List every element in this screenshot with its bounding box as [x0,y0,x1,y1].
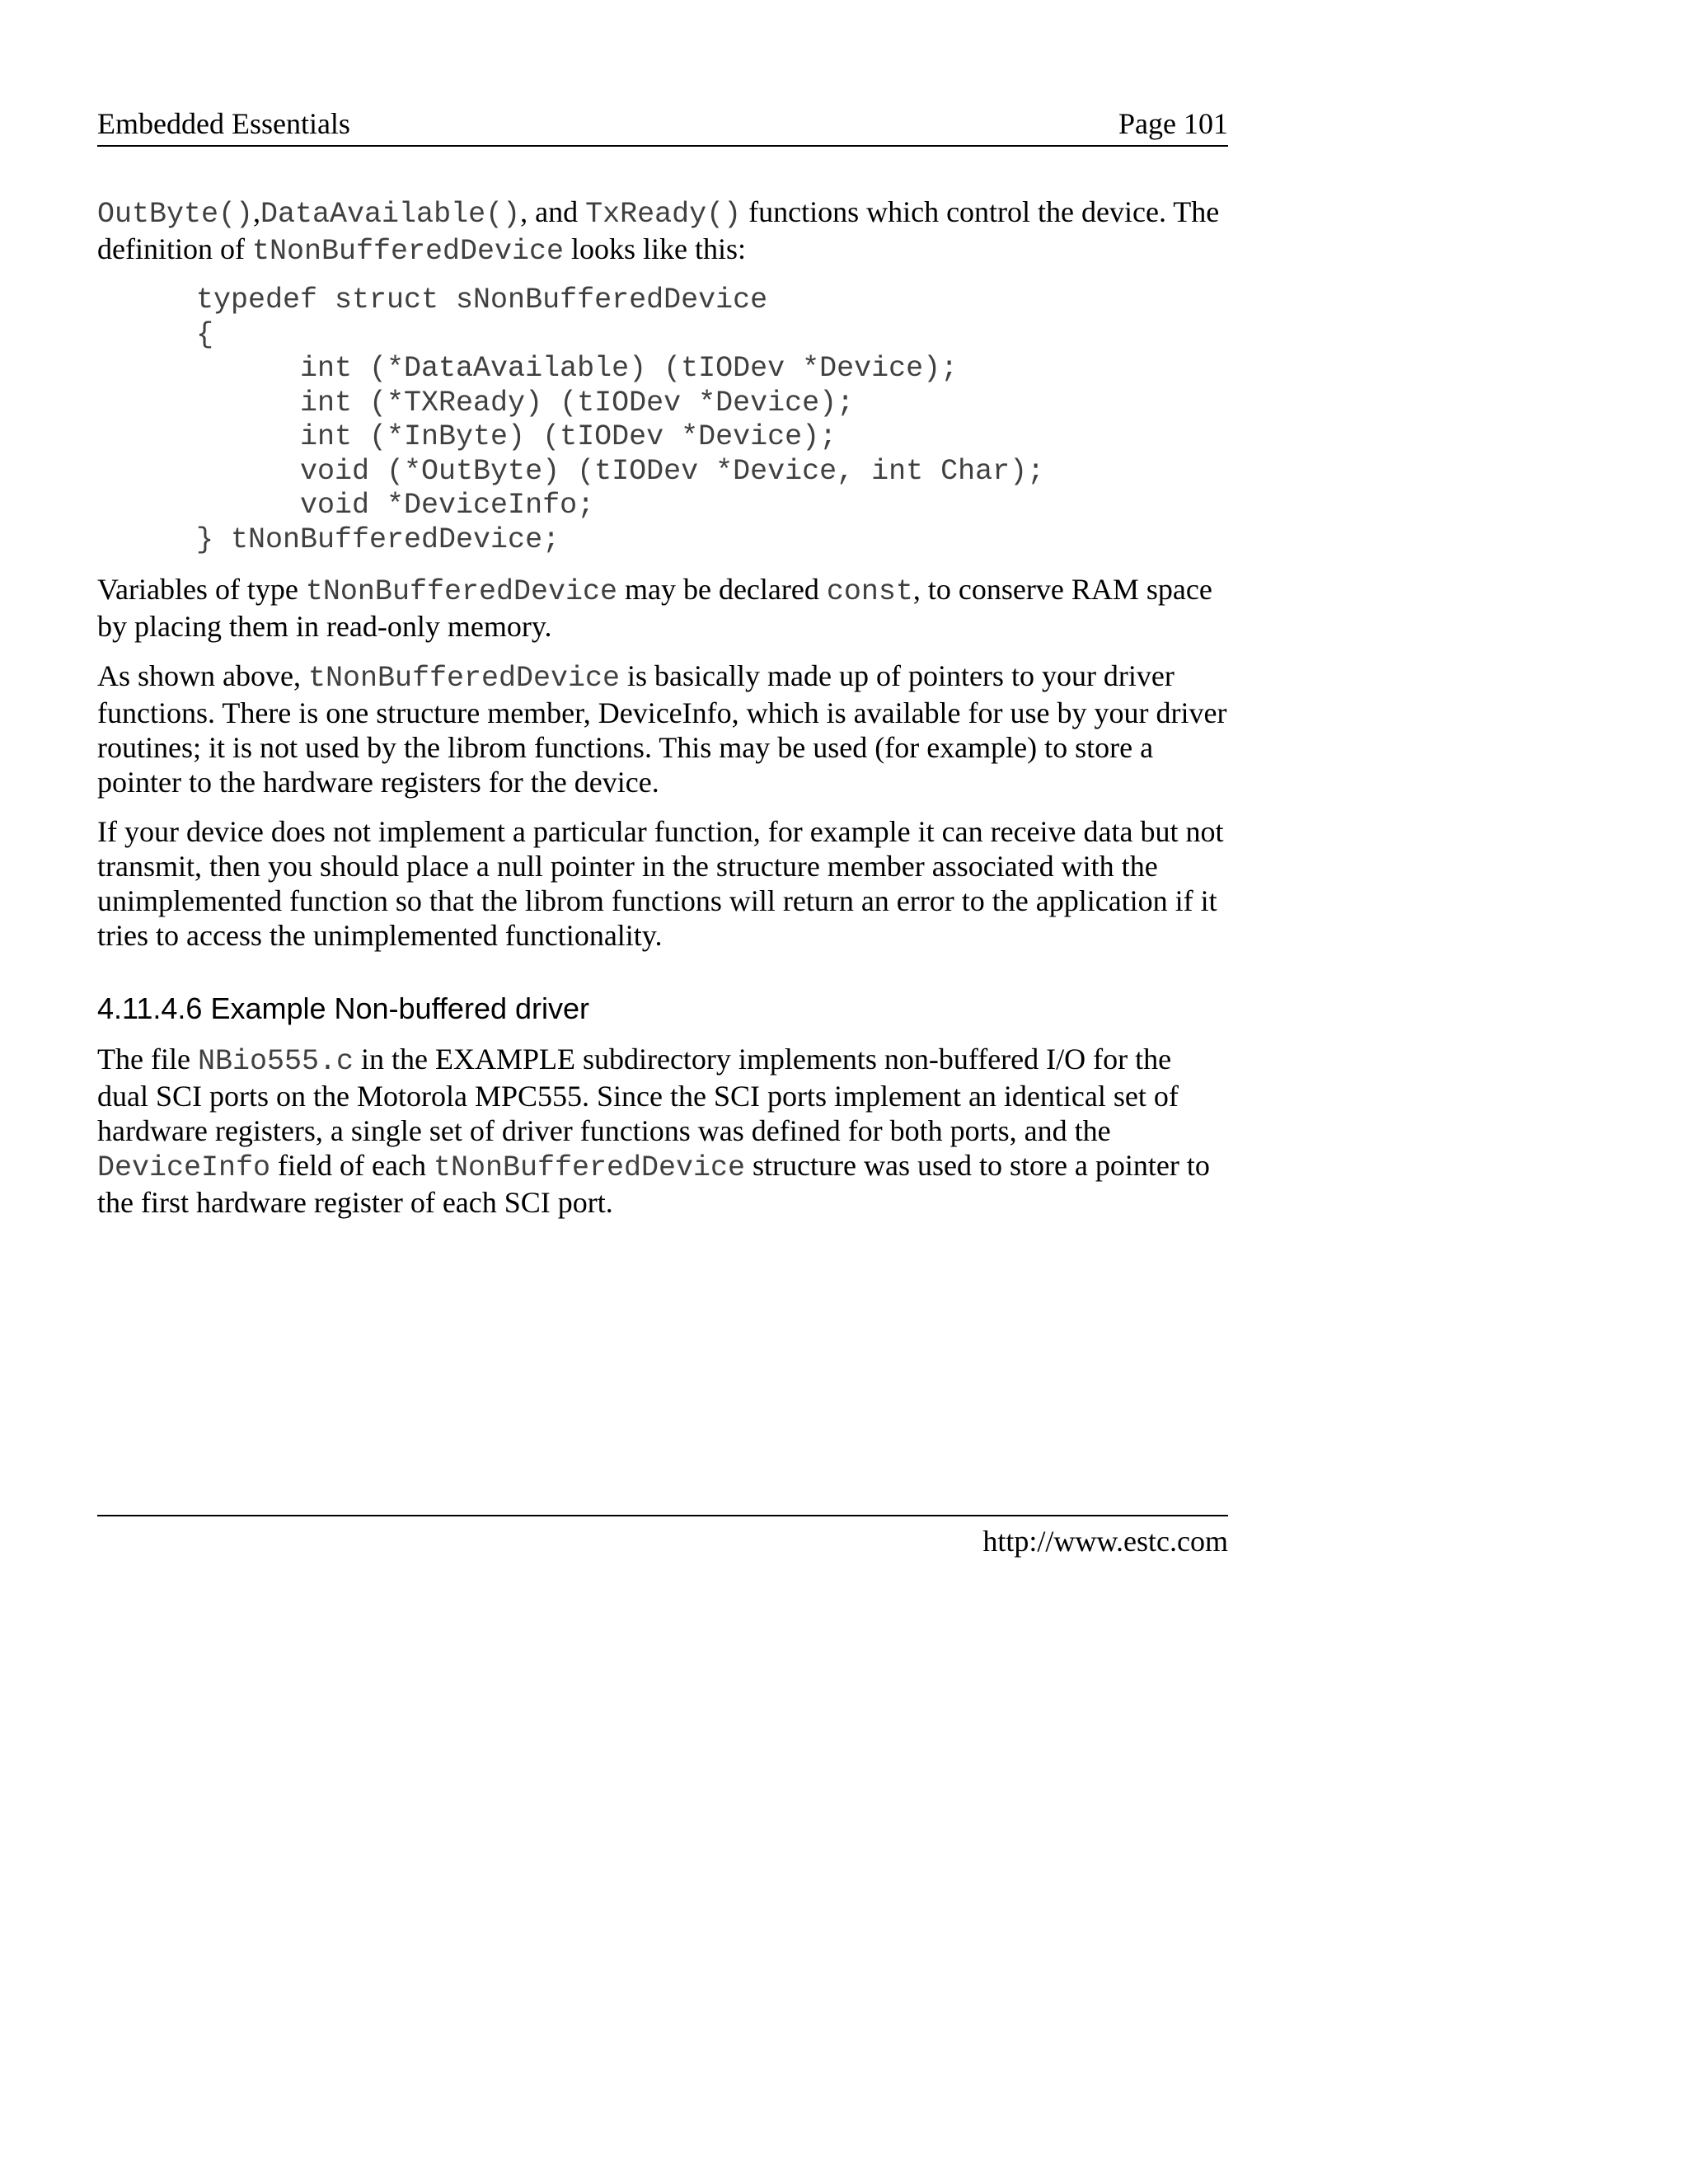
paragraph-example-driver: The file NBio555.c in the EXAMPLE subdirectory implements non-buffered I/O for the dual SCI ports on the Motorola MPC555. Since the SCI ports implement an identical set of hardware registers, a single set of driver functions was defined for both ports, and the DeviceInfo field of each tNonBufferedDevice structure was used to store a pointer to the first hardware register of each SCI port. [97,1043,1210,1219]
page-content [97,194,1228,1235]
document-page [97,0,1228,2184]
paragraph-functions-intro: OutByte(),DataAvailable(), and TxReady() functions which control the device. The definition of tNonBufferedDevice looks like this: [97,195,1220,268]
header-title: Embedded Essentials [97,107,350,140]
inline-code: TxReady() [585,198,742,231]
inline-code: DataAvailable() [260,198,521,231]
section-heading: 4.11.4.6 Example Non-buffered driver [97,991,590,1025]
inline-code: NBio555.c [197,1045,354,1078]
inline-code: tNonBufferedDevice [305,575,617,608]
inline-code: tNonBufferedDevice [433,1151,746,1184]
paragraph-const-variables: Variables of type tNonBufferedDevice may be declared const, to conserve RAM space by placing them in read-only memory. [97,573,1212,643]
page-footer [97,1515,1228,1566]
footer-url: http://www.estc.com [982,1525,1228,1558]
page-header [97,105,1228,147]
inline-code: DeviceInfo [97,1151,271,1184]
paragraph-null-pointer: If your device does not implement a particular function, for example it can receive data but not transmit, then you should place a null pointer in the structure member associated with the unimplemented function so that the librom functions will return an error to the application if it tries to access the unimplemented functionality. [97,815,1224,952]
page-number: Page 101 [1118,107,1228,140]
inline-code: tNonBufferedDevice [307,662,621,695]
code-block-struct-definition: typedef struct sNonBufferedDevice { int (*DataAvailable) (tIODev *Device); int (*TXReady) (tIODev *Device); int (*InByte) (tIODev *Device); void (*OutByte) (tIODev *Device, int Char); void *DeviceInfo; } tNonBufferedDevice; [196,284,1045,556]
inline-code: tNonBufferedDevice [251,235,565,268]
inline-code: OutByte() [97,198,254,231]
inline-code: const [826,575,913,608]
paragraph-structure-description: As shown above, tNonBufferedDevice is basically made up of pointers to your driver functions. There is one structure member, DeviceInfo, which is available for use by your driver routines; it is not used by the librom functions. This may be used (for example) to store a pointer to the hardware registers for the device. [97,659,1227,799]
